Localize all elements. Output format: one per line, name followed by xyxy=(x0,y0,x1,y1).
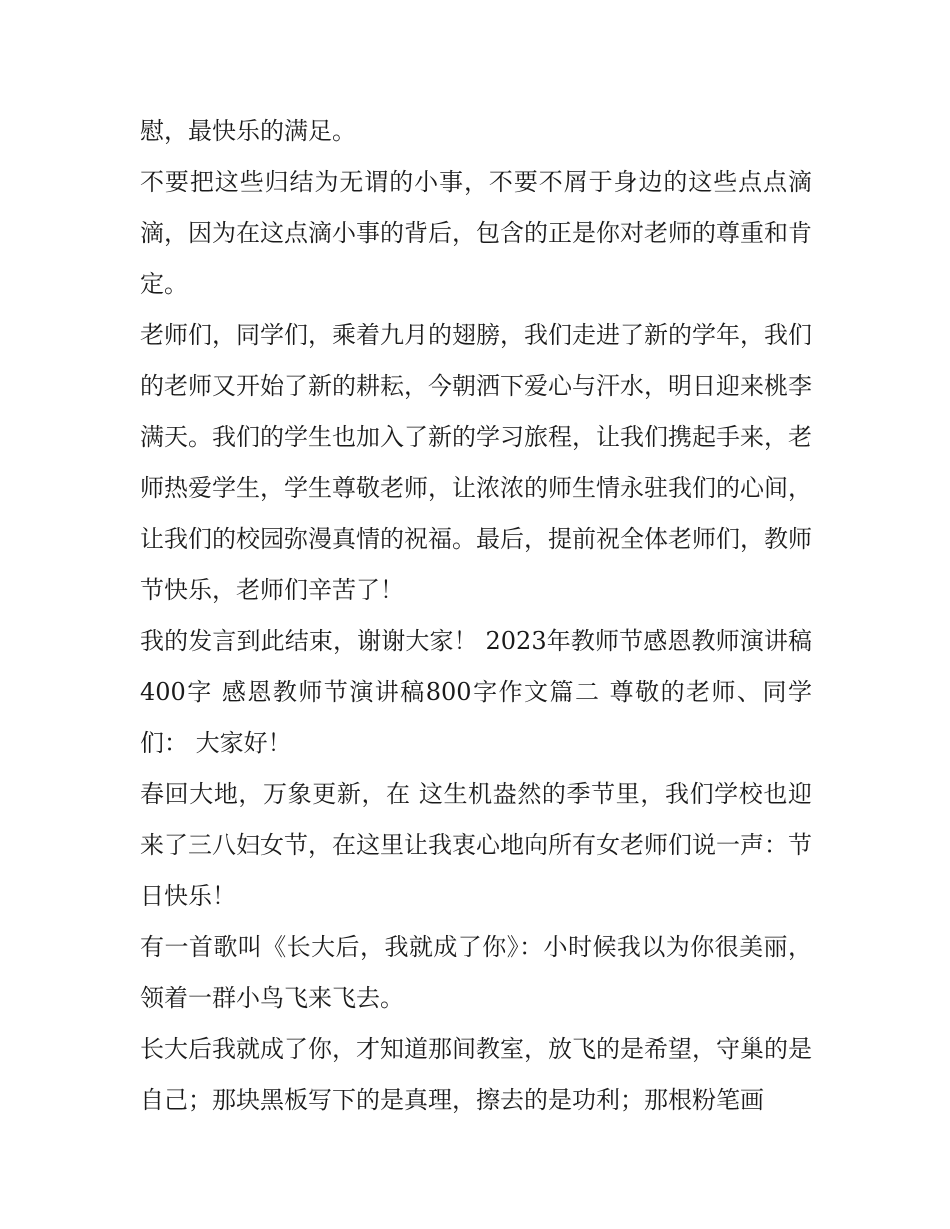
paragraph-7: 长大后我就成了你，才知道那间教室，放飞的是希望，守巢的是自己；那块黑板写下的是真理，擦去的是功利；那根粉笔画 xyxy=(140,1035,812,1114)
paragraph-4: 我的发言到此结束，谢谢大家！ 2023年教师节感恩教师演讲稿400字 感恩教师节演讲稿800字作文篇二 尊敬的老师、同学们： 大家好！ xyxy=(140,627,812,757)
document-body xyxy=(140,106,812,1126)
paragraph-6: 有一首歌叫《长大后，我就成了你》：小时候我以为你很美丽，领着一群小鸟飞来飞去。 xyxy=(140,933,812,1012)
paragraph-3: 老师们，同学们，乘着九月的翅膀，我们走进了新的学年，我们的老师又开始了新的耕耘，今朝洒下爱心与汗水，明日迎来桃李满天。我们的学生也加入了新的学习旅程，让我们携起手来，老师热爱学生，学生尊敬老师，让浓浓的师生情永驻我们的心间，让我们的校园弥漫真情的祝福。最后，提前祝全体老师们，教师节快乐，老师们辛苦了！ xyxy=(140,321,812,604)
paragraph-1: 慰，最快乐的满足。 xyxy=(140,117,356,145)
paragraph-2: 不要把这些归结为无谓的小事，不要不屑于身边的这些点点滴滴，因为在这点滴小事的背后，包含的正是你对老师的尊重和肯定。 xyxy=(140,168,812,298)
paragraph-5: 春回大地，万象更新，在 这生机盎然的季节里，我们学校也迎来了三八妇女节，在这里让我衷心地向所有女老师们说一声：节日快乐！ xyxy=(140,780,812,910)
